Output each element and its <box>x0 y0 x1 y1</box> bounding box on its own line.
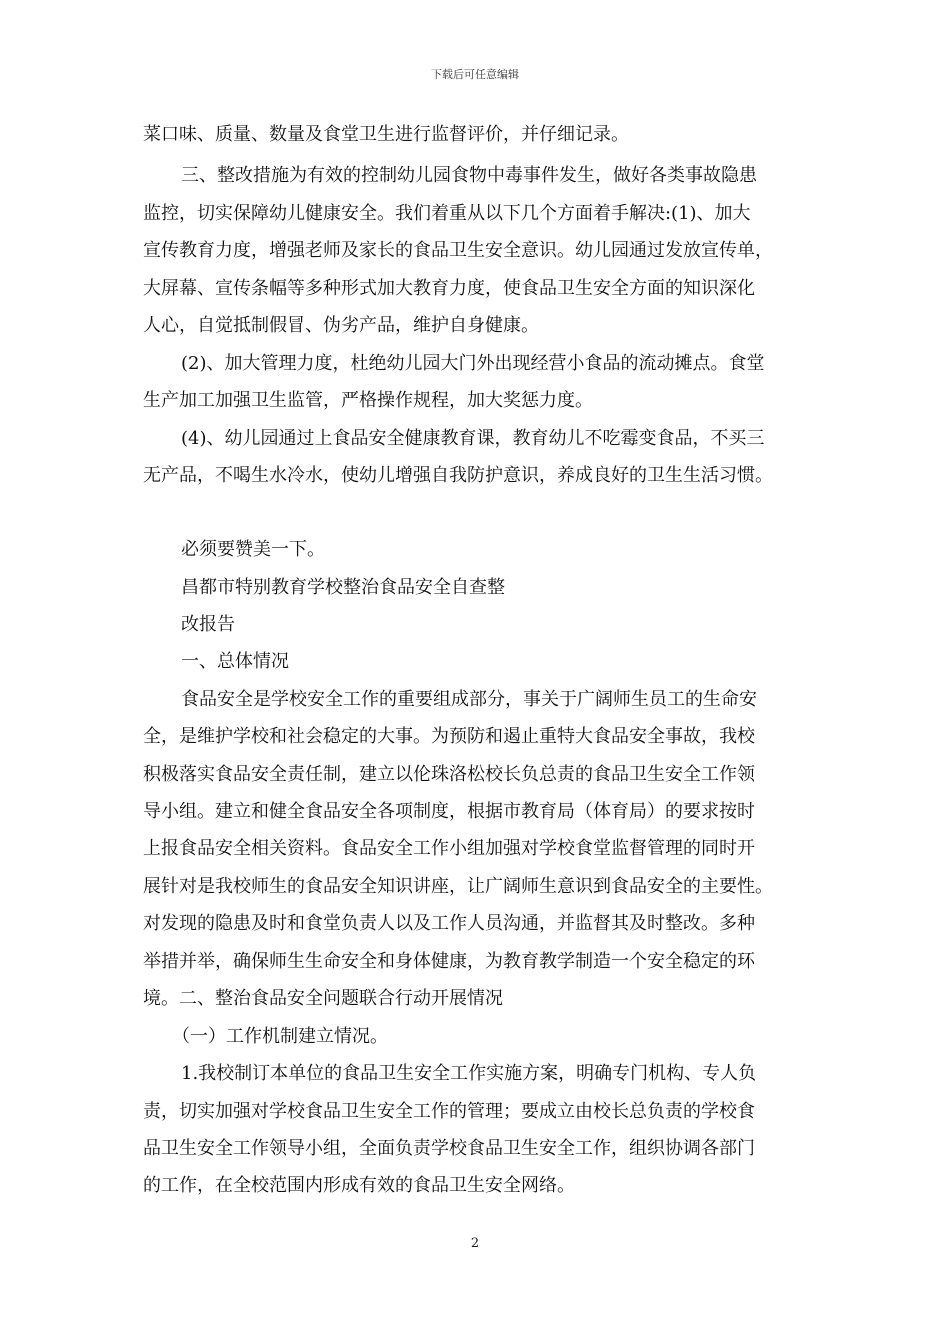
text-line: 三、整改措施为有效的控制幼儿园食物中毒事件发生，做好各类事故隐患 <box>181 165 757 186</box>
text-line: 食品安全是学校安全工作的重要组成部分，事关于广阔师生员工的生命安 <box>181 689 757 710</box>
text-line: 境。二、整治食品安全问题联合行动开展情况 <box>143 988 503 1009</box>
page-header: 下载后可任意编辑 <box>431 68 519 81</box>
text-line: 的工作，在全校范围内形成有效的食品卫生安全网络。 <box>143 1175 575 1196</box>
text-line: 对发现的隐患及时和食堂负责人以及工作人员沟通，并监督其及时整改。多种 <box>143 913 755 934</box>
text-line: 生产加工加强卫生监管，严格操作规程，加大奖惩力度。 <box>143 390 593 411</box>
subsection-heading: （一）工作机制建立情况。 <box>172 1026 388 1047</box>
text-line: (4)、幼儿园通过上食品安全健康教育课，教育幼儿不吃霉变食品，不买三 <box>181 428 765 449</box>
text-line: 导小组。建立和健全食品安全各项制度，根据市教育局（体育局）的要求按时 <box>143 801 755 822</box>
text-line: 1.我校制订本单位的食品卫生安全工作实施方案，明确专门机构、专人负 <box>181 1063 757 1084</box>
text-line: 举措并举，确保师生生命安全和身体健康，为教育教学制造一个安全稳定的环 <box>143 951 755 972</box>
text-line: 责，切实加强对学校食品卫生安全工作的管理；要成立由校长总负责的学校食 <box>143 1101 755 1122</box>
text-line: 必须要赞美一下。 <box>181 539 325 560</box>
document-title-line: 昌都市特别教育学校整治食品安全自查整 <box>181 577 505 598</box>
text-line: (2)、加大管理力度，杜绝幼儿园大门外出现经营小食品的流动摊点。食堂 <box>181 353 765 374</box>
text-line: 宣传教育力度，增强老师及家长的食品卫生安全意识。幼儿园通过发放宣传单， <box>143 240 773 261</box>
text-line: 积极落实食品安全责任制，建立以伦珠洛松校长负总责的食品卫生安全工作领 <box>143 764 755 785</box>
text-line: 品卫生安全工作领导小组，全面负责学校食品卫生安全工作，组织协调各部门 <box>143 1138 755 1159</box>
text-line: 菜口味、质量、数量及食堂卫生进行监督评价，并仔细记录。 <box>143 124 629 145</box>
text-line: 展针对是我校师生的食品安全知识讲座，让广阔师生意识到食品安全的主要性。 <box>143 876 773 897</box>
text-line: 无产品，不喝生水冷水，使幼儿增强自我防护意识，养成良好的卫生生活习惯。 <box>143 465 773 486</box>
text-line: 大屏幕、宣传条幅等多种形式加大教育力度，使食品卫生安全方面的知识深化 <box>143 278 755 299</box>
page-number: 2 <box>470 1236 480 1251</box>
document-title-line: 改报告 <box>181 614 235 635</box>
text-line: 人心，自觉抵制假冒、伪劣产品，维护自身健康。 <box>143 315 539 336</box>
section-heading: 一、总体情况 <box>181 651 289 672</box>
text-line: 全，是维护学校和社会稳定的大事。为预防和遏止重特大食品安全事故，我校 <box>143 726 755 747</box>
text-line: 监控，切实保障幼儿健康安全。我们着重从以下几个方面着手解决:(1)、加大 <box>143 203 751 224</box>
text-line: 上报食品安全相关资料。食品安全工作小组加强对学校食堂监督管理的同时开 <box>143 838 755 859</box>
